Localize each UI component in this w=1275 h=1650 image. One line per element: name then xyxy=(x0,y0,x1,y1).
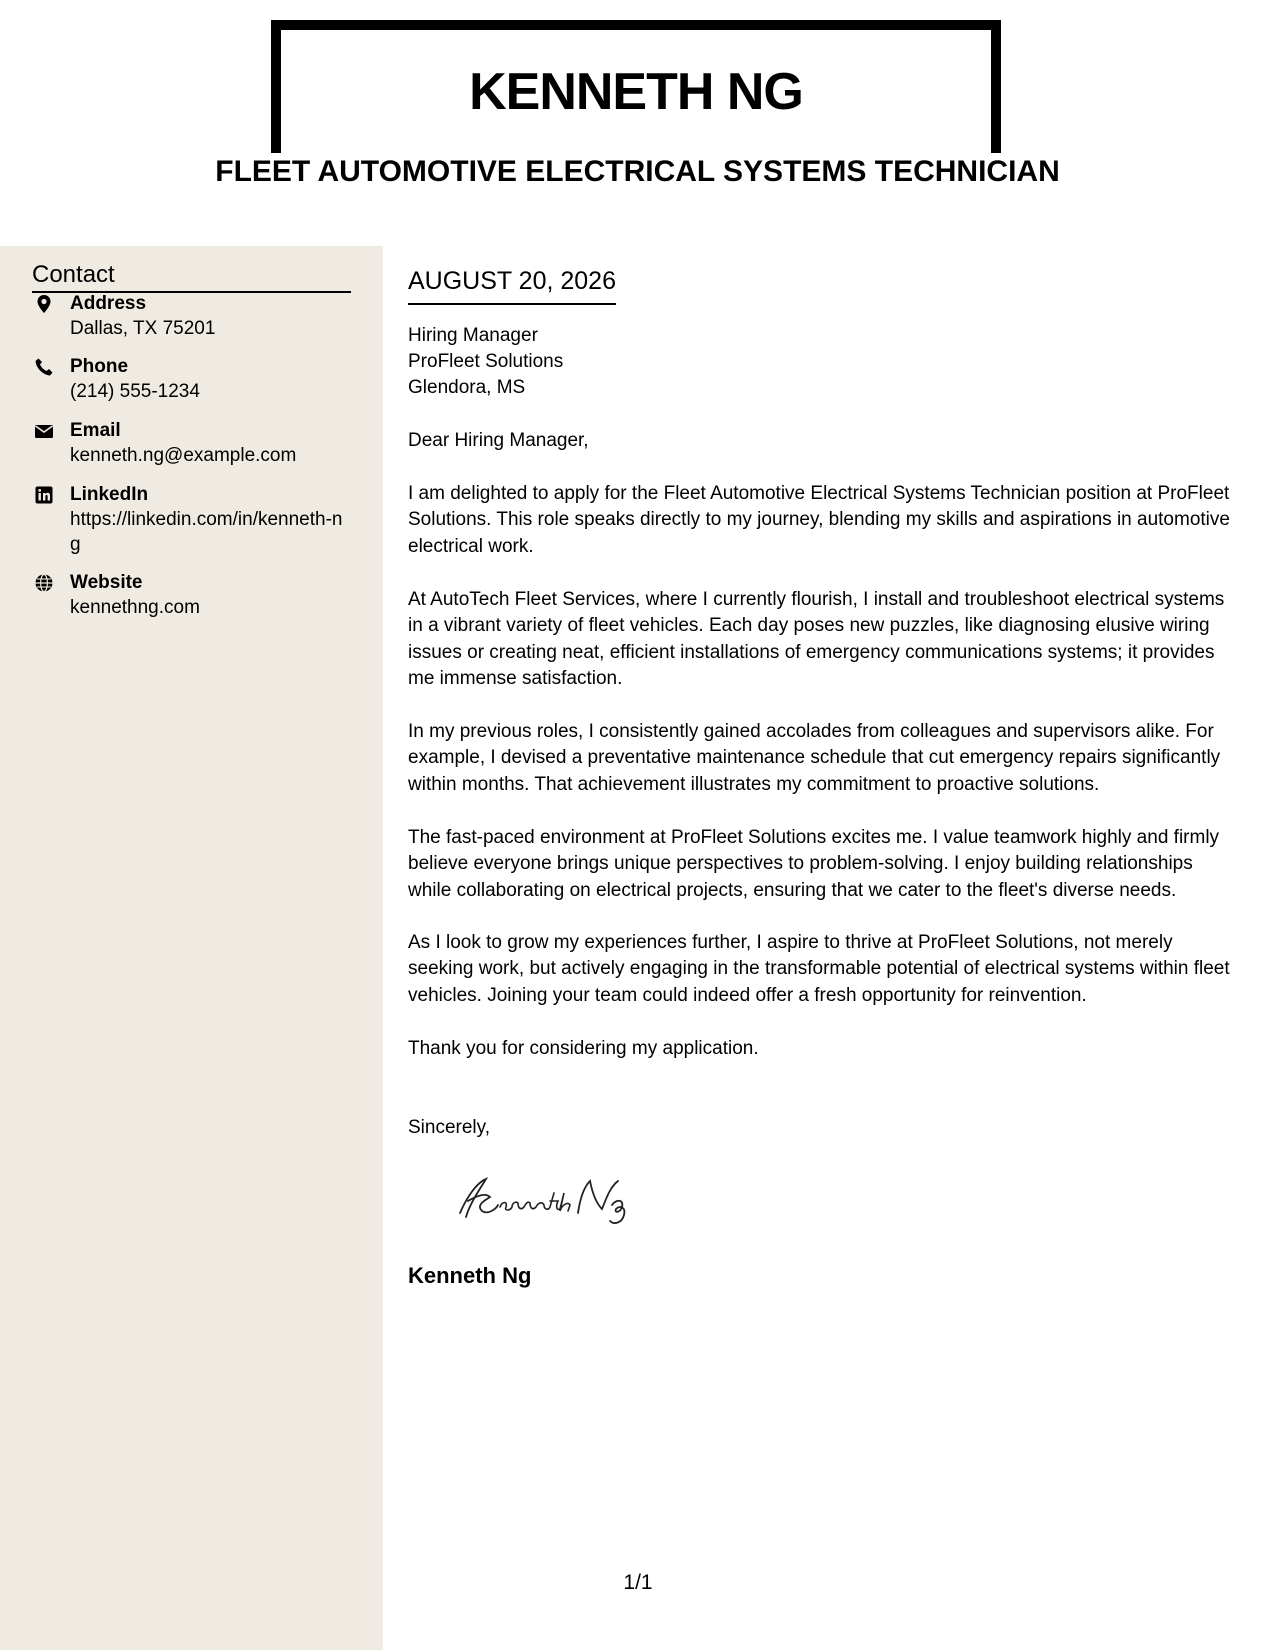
contact-label: Phone xyxy=(70,356,129,377)
header xyxy=(0,0,1275,246)
phone-icon xyxy=(34,357,54,377)
recipient-line: Hiring Manager xyxy=(408,325,538,346)
envelope-icon xyxy=(34,421,54,441)
linkedin-icon xyxy=(34,485,54,505)
contact-value[interactable]: https://linkedin.com/in/kenneth-ng xyxy=(70,509,343,555)
page-number: 1/1 xyxy=(623,1571,653,1594)
paragraph: Thank you for considering my application. xyxy=(408,1038,759,1059)
handwritten-signature xyxy=(446,1169,646,1229)
recipient-line: ProFleet Solutions xyxy=(408,351,564,372)
globe-icon xyxy=(34,573,54,593)
map-pin-icon xyxy=(34,294,54,314)
contact-label: Email xyxy=(70,420,121,441)
contact-value: Dallas, TX 75201 xyxy=(70,318,216,339)
paragraph: At AutoTech Fleet Services, where I currently flourish, I install and troubleshoot electrical systems in a vibrant variety of fleet vehicles. Each day poses new puzzles, like diagnosing elusive wiring issues or creating neat, efficient installations of emergency communications systems; it provides me immense satisfaction. xyxy=(408,589,1225,690)
paragraph: In my previous roles, I consistently gained accolades from colleagues and supervisors alike. For example, I devised a preventative maintenance schedule that cut emergency repairs significantly within months. That achievement illustrates my commitment to proactive solutions. xyxy=(408,721,1221,795)
contact-heading: Contact xyxy=(32,260,351,293)
closing: Sincerely, xyxy=(408,1117,491,1138)
signer-name: Kenneth Ng xyxy=(408,1263,532,1288)
contact-label: LinkedIn xyxy=(70,484,149,505)
recipient-line: Glendora, MS xyxy=(408,377,526,398)
contact-value: (214) 555-1234 xyxy=(70,381,200,402)
job-title: FLEET AUTOMOTIVE ELECTRICAL SYSTEMS TECHNICIAN xyxy=(215,155,1060,188)
contact-label: Website xyxy=(70,572,143,593)
paragraph: I am delighted to apply for the Fleet Automotive Electrical Systems Technician position at ProFleet Solutions. This role speaks directly to my journey, blending my skills and aspirations in automotive electrical work. xyxy=(408,483,1230,557)
paragraph: As I look to grow my experiences further, I aspire to thrive at ProFleet Solutions, not merely seeking work, but actively engaging in the transformable potential of electrical systems within fleet vehicles. Joining your team could indeed offer a fresh opportunity for reinvention. xyxy=(408,932,1230,1006)
salutation: Dear Hiring Manager, xyxy=(408,430,589,451)
recipient-block xyxy=(408,323,563,401)
letter-date: AUGUST 20, 2026 xyxy=(408,265,616,305)
contact-sidebar xyxy=(0,246,383,1650)
contact-value[interactable]: kennethng.com xyxy=(70,597,200,618)
paragraph: The fast-paced environment at ProFleet Solutions excites me. I value teamwork highly and firmly believe everyone brings unique perspectives to problem-solving. I enjoy building relationships while collaborating on electrical projects, ensuring that we cater to the fleet's diverse needs. xyxy=(408,827,1220,901)
applicant-name: KENNETH NG xyxy=(469,63,803,121)
contact-value: kenneth.ng@example.com xyxy=(70,445,297,466)
contact-label: Address xyxy=(70,293,147,314)
